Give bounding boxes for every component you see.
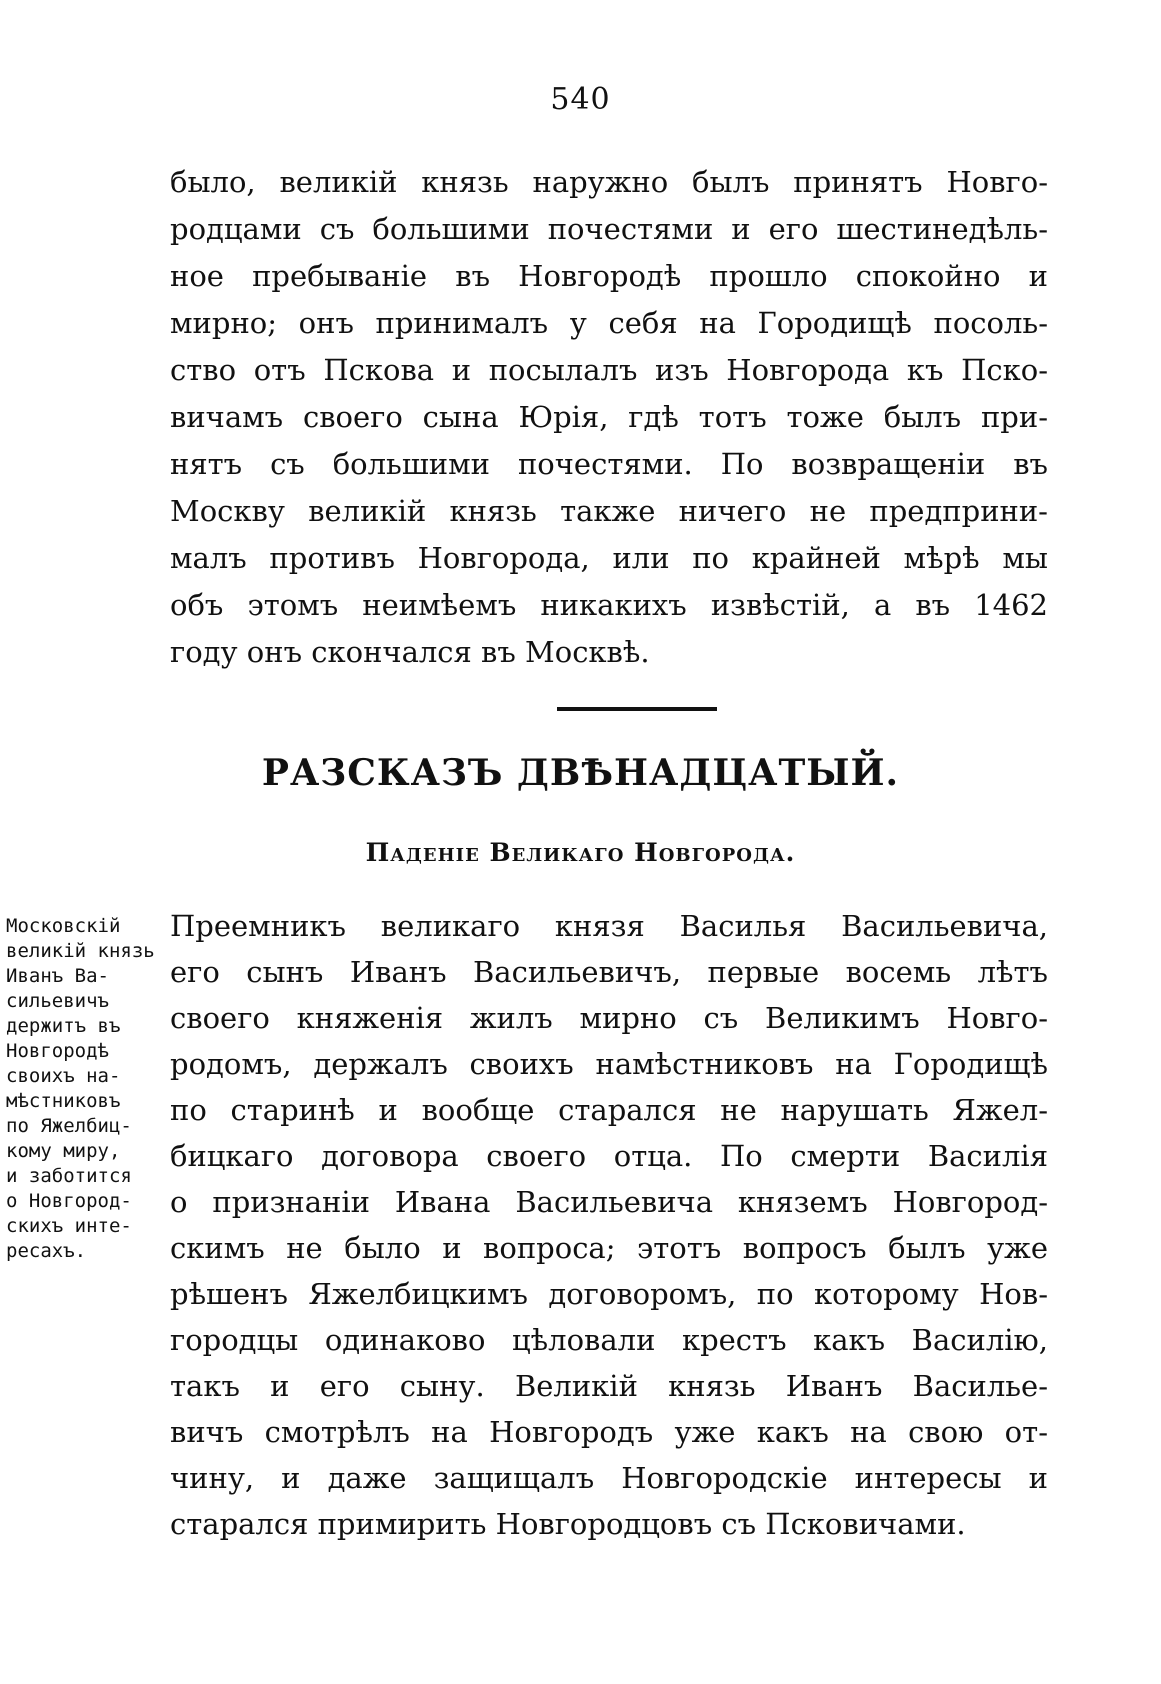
margin-note-line: великій князь: [6, 940, 155, 962]
margin-note-line: кому миру,: [6, 1140, 121, 1162]
margin-note-line: сильевичъ: [6, 990, 109, 1012]
text-line: скимъ не было и вопроса; этотъ вопросъ былъ уже: [170, 1231, 1048, 1265]
margin-note-line: и заботится: [6, 1165, 132, 1187]
text-line: городцы одинаково цѣловали крестъ какъ Василію,: [170, 1323, 1048, 1357]
text-line: нятъ съ большими почестями. По возвращеніи въ: [170, 447, 1048, 481]
text-line: ное пребываніе въ Новгородѣ прошло спокойно и: [170, 259, 1048, 293]
margin-note-line: мѣстниковъ: [6, 1090, 121, 1112]
text-line: Москву великій князь также ничего не предприни-: [170, 494, 1048, 528]
text-line: родцами съ большими почестями и его шестинедѣль-: [170, 212, 1048, 246]
margin-note-line: по Яжелбиц-: [6, 1115, 132, 1137]
text-line: по старинѣ и вообще старался не нарушать Яжел-: [170, 1093, 1048, 1127]
text-line: рѣшенъ Яжелбицкимъ договоромъ, по которому Нов-: [170, 1277, 1048, 1311]
chapter-subtitle: Паденіе Великаго Новгорода.: [365, 838, 796, 867]
text-line: мирно; онъ принималъ у себя на Городищѣ посоль-: [170, 306, 1048, 340]
text-line: Преемникъ великаго князя Василья Васильевича,: [170, 909, 1048, 943]
text-line: такъ и его сыну. Великій князь Иванъ Василье-: [170, 1369, 1048, 1403]
text-line: вичъ смотрѣлъ на Новгородъ уже какъ на свою от-: [170, 1415, 1048, 1449]
page-number: 540: [550, 82, 611, 117]
text-line: его сынъ Иванъ Васильевичъ, первые восемь лѣтъ: [170, 955, 1048, 989]
margin-note-line: Новгородѣ: [6, 1040, 109, 1062]
text-line: было, великій князь наружно былъ принятъ Новго-: [170, 165, 1048, 199]
chapter-title: РАЗСКАЗЪ ДВѢНАДЦАТЫЙ.: [261, 752, 900, 794]
margin-note-line: держитъ въ: [6, 1015, 121, 1037]
text-line: вичамъ своего сына Юрія, гдѣ тотъ тоже былъ при-: [170, 400, 1048, 434]
margin-note-line: своихъ на-: [6, 1065, 121, 1087]
margin-note-line: Московскій: [6, 915, 121, 937]
text-line: бицкаго договора своего отца. По смерти Василія: [170, 1139, 1048, 1173]
margin-note: [6, 914, 166, 1264]
margin-note-line: скихъ инте-: [6, 1215, 132, 1237]
text-line: своего княженія жилъ мирно съ Великимъ Новго-: [170, 1001, 1048, 1035]
text-line: родомъ, держалъ своихъ намѣстниковъ на Городищѣ: [170, 1047, 1048, 1081]
margin-note-line: о Новгород-: [6, 1190, 132, 1212]
text-line: о признаніи Ивана Васильевича княземъ Новгород-: [170, 1185, 1048, 1219]
text-line: чину, и даже защищалъ Новгородскіе интересы и: [170, 1461, 1048, 1495]
section-divider: [557, 707, 717, 711]
margin-note-line: ресахъ.: [6, 1240, 87, 1262]
text-line: малъ противъ Новгорода, или по крайней мѣрѣ мы: [170, 541, 1048, 575]
text-line: объ этомъ неимѣемъ никакихъ извѣстій, а въ 1462: [170, 588, 1048, 622]
text-line: ство отъ Пскова и посылалъ изъ Новгорода къ Пско-: [170, 353, 1048, 387]
text-line: старался примирить Новгородцовъ съ Псковичами.: [170, 1507, 966, 1541]
text-line: году онъ скончался въ Москвѣ.: [170, 635, 650, 669]
margin-note-line: Иванъ Ва-: [6, 965, 109, 987]
